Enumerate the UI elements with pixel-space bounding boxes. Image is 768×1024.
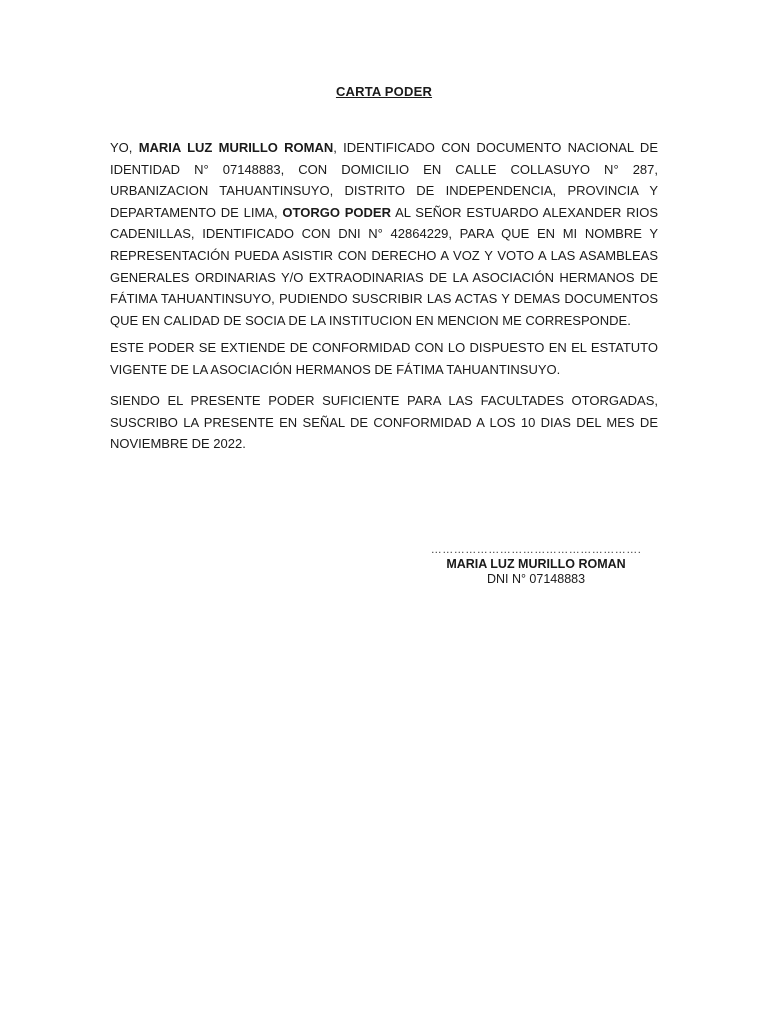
signature-name: MARIA LUZ MURILLO ROMAN — [446, 557, 626, 571]
paragraph-grant-identity: , IDENTIFICADO CON DOCUMENTO NACIONAL DE IDENTIDAD N° 07148883, CON DOMICILIO EN CALLE COLLASUYO N° 287, URBANIZACION TAHUANTINSUYO, DISTRITO DE INDEPENDENCIA, PROVINCIA Y DEPARTAMENTO DE LIMA, — [110, 140, 658, 220]
paragraph-scope-text: ESTE PODER SE EXTIENDE DE CONFORMIDAD CON LO DISPUESTO EN EL ESTATUTO VIGENTE DE LA ASOCIACIÓN HERMANOS DE FÁTIMA TAHUANTINSUYO. — [110, 340, 658, 377]
paragraph-grant — [110, 137, 658, 331]
paragraph-closing-text: SIENDO EL PRESENTE PODER SUFICIENTE PARA LAS FACULTADES OTORGADAS, SUSCRIBO LA PRESENTE EN SEÑAL DE CONFORMIDAD A LOS 10 DIAS DEL MES DE NOVIEMBRE DE 2022. — [110, 393, 658, 452]
paragraph-grant-intro: YO, — [110, 140, 139, 155]
grant-phrase: OTORGO PODER — [282, 204, 391, 220]
paragraph-grant-details: AL SEÑOR ESTUARDO ALEXANDER RIOS CADENILLAS, IDENTIFICADO CON DNI N° 42864229, PARA QUE EN MI NOMBRE Y REPRESENTACIÓN PUEDA ASISTIR CON DERECHO A VOZ Y VOTO A LAS ASAMBLEAS GENERALES ORDINARIAS Y/O EXTRAODINARIAS DE LA ASOCIACIÓN HERMANOS DE FÁTIMA TAHUANTINSUYO, PUDIENDO SUSCRIBIR LAS ACTAS Y DEMAS DOCUMENTOS QUE EN CALIDAD DE SOCIA DE LA INSTITUCION EN MENCION ME CORRESPONDE. — [110, 204, 658, 328]
paragraph-scope — [110, 337, 658, 380]
signature-line: ………………………………………………. — [430, 544, 642, 556]
paragraph-closing — [110, 390, 658, 455]
grantor-name: MARIA LUZ MURILLO ROMAN — [138, 140, 334, 155]
document-title: CARTA PODER — [335, 84, 433, 99]
signature-block — [420, 544, 652, 587]
signature-dni: DNI N° 07148883 — [486, 572, 586, 586]
